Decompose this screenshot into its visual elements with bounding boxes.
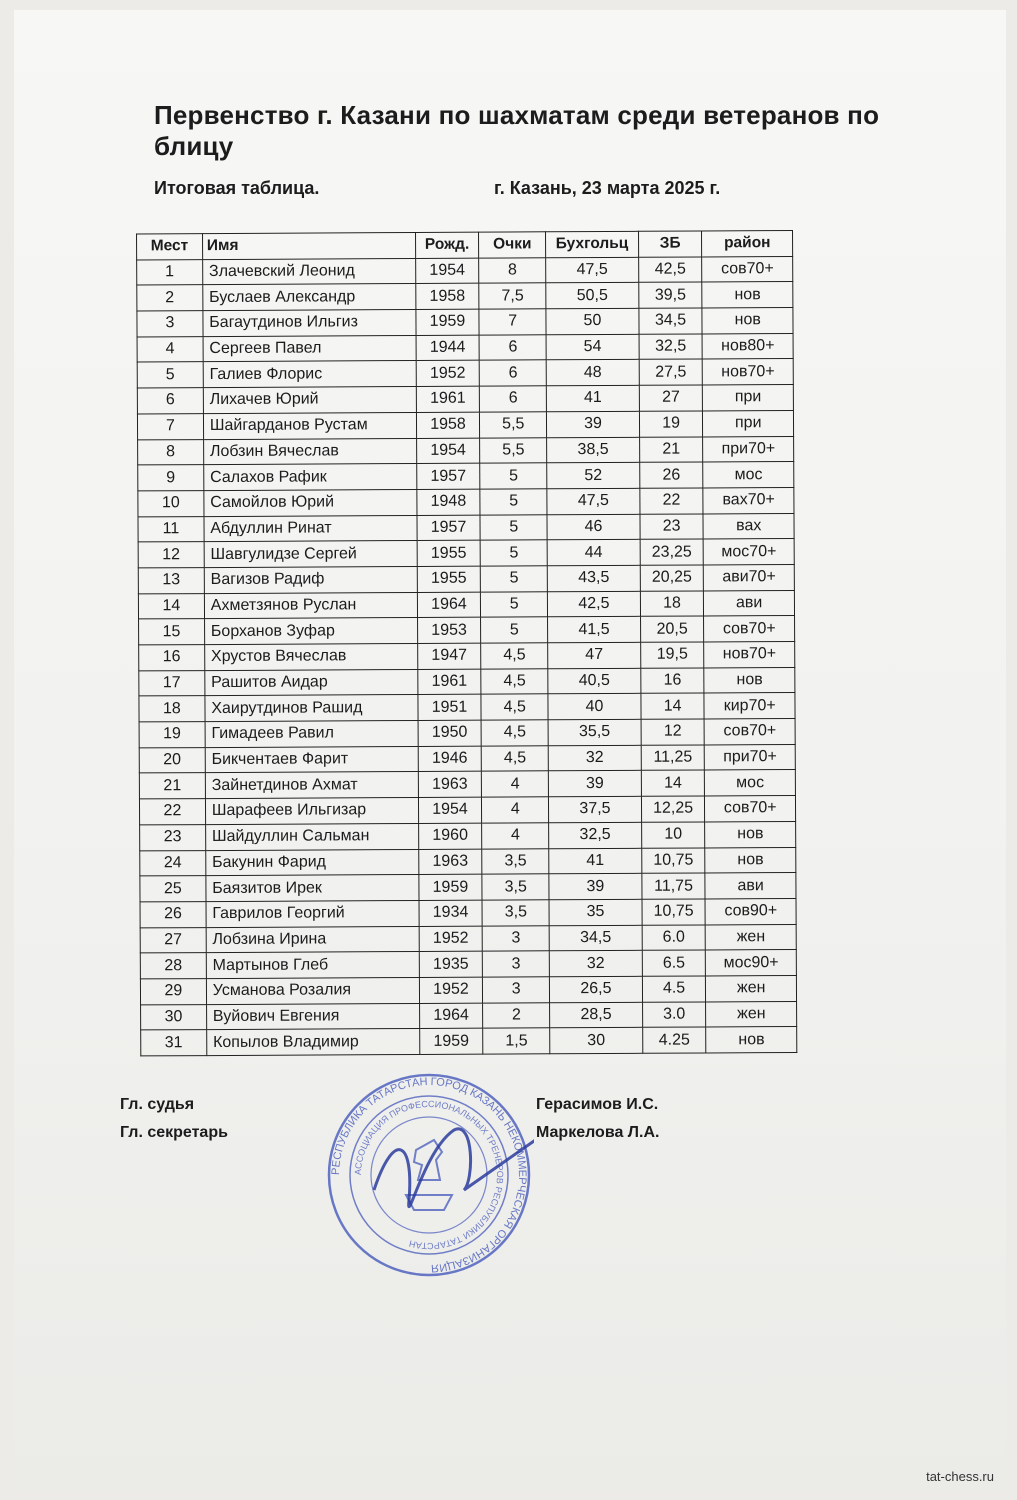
cell-sb: 3.0 xyxy=(642,1002,706,1028)
cell-district: нов xyxy=(702,282,793,308)
cell-district: сов70+ xyxy=(704,616,795,642)
cell-sb: 20,25 xyxy=(640,565,704,591)
cell-district: ави xyxy=(705,873,796,899)
cell-sb: 23 xyxy=(640,514,704,540)
cell-name: Гаврилов Георгий xyxy=(206,900,419,927)
cell-sb: 10 xyxy=(641,822,705,848)
cell-points: 8 xyxy=(479,257,546,283)
cell-points: 5 xyxy=(481,591,548,617)
cell-district: жен xyxy=(706,924,797,950)
table-body xyxy=(137,256,797,1056)
cell-name: Шавгулидзе Сергей xyxy=(204,541,417,568)
table-row xyxy=(138,539,794,568)
cell-sb: 34,5 xyxy=(639,308,703,334)
cell-points: 5 xyxy=(480,514,547,540)
table-row xyxy=(140,847,796,876)
table-row xyxy=(137,282,793,311)
table-row xyxy=(139,641,795,670)
header-name: Имя xyxy=(202,232,415,259)
table-row xyxy=(140,950,796,979)
cell-buchholz: 30 xyxy=(550,1028,643,1054)
cell-points: 3 xyxy=(482,925,549,951)
cell-place: 7 xyxy=(137,413,203,439)
cell-name: Вагизов Радиф xyxy=(204,566,417,593)
cell-place: 26 xyxy=(140,901,206,927)
cell-buchholz: 52 xyxy=(547,462,640,488)
cell-name: Сергеев Павел xyxy=(203,335,416,362)
cell-buchholz: 26,5 xyxy=(550,976,643,1002)
cell-place: 9 xyxy=(138,465,204,491)
cell-points: 3 xyxy=(483,951,550,977)
cell-place: 18 xyxy=(139,696,205,722)
cell-points: 3,5 xyxy=(482,848,549,874)
cell-points: 5,5 xyxy=(480,412,547,438)
cell-buchholz: 48 xyxy=(546,360,639,386)
cell-place: 4 xyxy=(137,336,203,362)
cell-buchholz: 47,5 xyxy=(547,488,640,514)
cell-place: 11 xyxy=(138,516,204,542)
cell-birth-year: 1958 xyxy=(416,412,480,438)
cell-sb: 12,25 xyxy=(641,796,705,822)
cell-place: 19 xyxy=(139,722,205,748)
cell-district: сов70+ xyxy=(705,719,796,745)
cell-points: 5 xyxy=(481,617,548,643)
cell-birth-year: 1954 xyxy=(415,258,479,284)
cell-district: мос90+ xyxy=(706,950,797,976)
cell-place: 27 xyxy=(140,927,206,953)
cell-buchholz: 44 xyxy=(547,540,640,566)
cell-name: Бакунин Фарид xyxy=(206,849,419,876)
cell-birth-year: 1952 xyxy=(419,926,483,952)
cell-buchholz: 39 xyxy=(549,873,642,899)
secretary-label: Гл. секретарь xyxy=(120,1124,228,1141)
cell-points: 5 xyxy=(481,566,548,592)
cell-buchholz: 43,5 xyxy=(547,565,640,591)
cell-buchholz: 40,5 xyxy=(548,668,641,694)
table-row xyxy=(140,873,796,902)
cell-district: жен xyxy=(706,975,797,1001)
cell-points: 4 xyxy=(482,771,549,797)
cell-district: нов xyxy=(705,847,796,873)
table-row xyxy=(140,975,796,1004)
cell-name: Баязитов Ирек xyxy=(206,875,419,902)
cell-name: Зайнетдинов Ахмат xyxy=(205,772,418,799)
cell-district: мос70+ xyxy=(704,539,795,565)
cell-birth-year: 1947 xyxy=(417,643,481,669)
cell-name: Галиев Флорис xyxy=(203,361,416,388)
cell-name: Мартынов Глеб xyxy=(206,952,419,979)
site-watermark: tat-chess.ru xyxy=(926,1469,994,1484)
cell-district: при xyxy=(703,385,794,411)
cell-place: 31 xyxy=(141,1030,207,1056)
secretary-name: Маркелова Л.А. xyxy=(536,1124,660,1141)
cell-buchholz: 41 xyxy=(549,848,642,874)
cell-birth-year: 1957 xyxy=(417,515,481,541)
place-date: г. Казань, 23 марта 2025 г. xyxy=(494,178,721,198)
cell-points: 4 xyxy=(482,823,549,849)
cell-birth-year: 1946 xyxy=(418,746,482,772)
cell-sb: 4.5 xyxy=(642,976,706,1002)
cell-buchholz: 32 xyxy=(548,745,641,771)
cell-buchholz: 47,5 xyxy=(546,257,639,283)
table-row xyxy=(138,487,794,516)
header-points: Очки xyxy=(479,232,546,258)
cell-sb: 6.5 xyxy=(642,950,706,976)
cell-buchholz: 41,5 xyxy=(548,617,641,643)
cell-points: 4,5 xyxy=(481,668,548,694)
cell-place: 15 xyxy=(139,619,205,645)
cell-name: Рашитов Аидар xyxy=(205,669,418,696)
cell-sb: 27 xyxy=(639,385,703,411)
cell-points: 4,5 xyxy=(481,694,548,720)
cell-birth-year: 1955 xyxy=(417,566,481,592)
cell-birth-year: 1954 xyxy=(416,438,480,464)
cell-place: 1 xyxy=(137,259,203,285)
cell-sb: 18 xyxy=(640,591,704,617)
cell-district: сов70+ xyxy=(702,256,793,282)
cell-district: нов70+ xyxy=(703,359,794,385)
table-row xyxy=(138,436,794,465)
cell-name: Бикчентаев Фарит xyxy=(205,746,418,773)
cell-buchholz: 47 xyxy=(548,642,641,668)
organization-stamp xyxy=(324,1070,534,1280)
cell-name: Злачевский Леонид xyxy=(202,258,415,285)
cell-name: Лихачев Юрий xyxy=(203,387,416,414)
cell-buchholz: 41 xyxy=(547,385,640,411)
cell-sb: 19,5 xyxy=(640,642,704,668)
cell-birth-year: 1953 xyxy=(417,617,481,643)
cell-birth-year: 1954 xyxy=(418,797,482,823)
cell-points: 5,5 xyxy=(480,437,547,463)
cell-sb: 11,25 xyxy=(641,745,705,771)
cell-birth-year: 1963 xyxy=(418,772,482,798)
cell-points: 5 xyxy=(480,463,547,489)
cell-birth-year: 1948 xyxy=(416,489,480,515)
svg-text:АССОЦИАЦИЯ ПРОФЕССИОНАЛЬНЫХ ТР xyxy=(353,1099,505,1251)
cell-birth-year: 1964 xyxy=(419,1003,483,1029)
cell-buchholz: 38,5 xyxy=(547,437,640,463)
cell-place: 24 xyxy=(140,850,206,876)
cell-sb: 14 xyxy=(641,693,705,719)
cell-sb: 12 xyxy=(641,719,705,745)
cell-district: жен xyxy=(706,1001,797,1027)
cell-place: 25 xyxy=(140,876,206,902)
cell-sb: 39,5 xyxy=(638,282,702,308)
cell-district: мос xyxy=(705,770,796,796)
cell-district: ави xyxy=(704,590,795,616)
cell-buchholz: 50 xyxy=(546,308,639,334)
table-row xyxy=(137,410,793,439)
table-row xyxy=(140,924,796,953)
cell-name: Салахов Рафик xyxy=(204,464,417,491)
cell-buchholz: 35 xyxy=(549,899,642,925)
cell-name: Хаирутдинов Рашид xyxy=(205,695,418,722)
cell-birth-year: 1958 xyxy=(415,284,479,310)
cell-district: при70+ xyxy=(703,436,794,462)
cell-buchholz: 42,5 xyxy=(548,591,641,617)
cell-name: Абдуллин Ринат xyxy=(204,515,417,542)
header-sb: ЗБ xyxy=(638,231,702,257)
cell-place: 14 xyxy=(138,593,204,619)
cell-place: 3 xyxy=(137,311,203,337)
cell-name: Хрустов Вячеслав xyxy=(204,643,417,670)
cell-birth-year: 1951 xyxy=(418,695,482,721)
table-row xyxy=(138,590,794,619)
header-place: Мест xyxy=(137,234,203,260)
cell-place: 5 xyxy=(137,362,203,388)
stamp-inner-text: АССОЦИАЦИЯ ПРОФЕССИОНАЛЬНЫХ ТРЕНЕРОВ РЕСПУБЛИКИ ТАТАРСТАН xyxy=(352,1098,506,1252)
cell-buchholz: 39 xyxy=(547,411,640,437)
cell-district: сов70+ xyxy=(705,796,796,822)
cell-place: 10 xyxy=(138,490,204,516)
header-buchholz: Бухгольц xyxy=(546,231,639,257)
cell-sb: 10,75 xyxy=(641,847,705,873)
cell-points: 5 xyxy=(480,540,547,566)
cell-place: 23 xyxy=(140,824,206,850)
cell-points: 2 xyxy=(483,1002,550,1028)
results-table xyxy=(136,230,797,1056)
cell-name: Лобзин Вячеслав xyxy=(203,438,416,465)
cell-place: 12 xyxy=(138,542,204,568)
cell-sb: 42,5 xyxy=(638,257,702,283)
table-row xyxy=(139,744,795,773)
cell-birth-year: 1944 xyxy=(416,335,480,361)
cell-district: нов xyxy=(704,667,795,693)
cell-name: Шайгарданов Рустам xyxy=(203,412,416,439)
document-sheet xyxy=(14,10,1006,1490)
table-header-row xyxy=(137,231,793,260)
cell-points: 4,5 xyxy=(482,746,549,772)
stamp-outer-text: РЕСПУБЛИКА ТАТАРСТАН ГОРОД КАЗАНЬ НЕКОММЕРЧЕСКАЯ ОРГАНИЗАЦИЯ xyxy=(329,1075,529,1275)
table-row xyxy=(141,1001,797,1030)
table-row xyxy=(139,616,795,645)
table-row xyxy=(137,256,793,285)
table-row xyxy=(140,898,796,927)
table-row xyxy=(137,308,793,337)
cell-name: Багаутдинов Ильгиз xyxy=(203,310,416,337)
cell-name: Буслаев Александр xyxy=(203,284,416,311)
table-row xyxy=(137,333,793,362)
cell-district: сов90+ xyxy=(705,898,796,924)
table-row xyxy=(137,385,793,414)
cell-place: 28 xyxy=(140,953,206,979)
header-district: район xyxy=(702,231,793,257)
cell-place: 21 xyxy=(139,773,205,799)
cell-birth-year: 1960 xyxy=(418,823,482,849)
cell-district: мос xyxy=(703,462,794,488)
cell-sb: 11,75 xyxy=(642,873,706,899)
cell-district: кир70+ xyxy=(704,693,795,719)
cell-name: Усманова Розалия xyxy=(206,977,419,1004)
table-row xyxy=(141,1027,797,1056)
cell-points: 6 xyxy=(480,360,547,386)
cell-birth-year: 1952 xyxy=(419,977,483,1003)
cell-sb: 19 xyxy=(639,411,703,437)
cell-birth-year: 1950 xyxy=(418,720,482,746)
cell-name: Лобзина Ирина xyxy=(206,926,419,953)
cell-name: Самойлов Юрий xyxy=(204,489,417,516)
cell-birth-year: 1961 xyxy=(416,386,480,412)
cell-sb: 23,25 xyxy=(640,539,704,565)
cell-sb: 26 xyxy=(639,462,703,488)
cell-buchholz: 54 xyxy=(546,334,639,360)
cell-district: вах70+ xyxy=(703,487,794,513)
cell-district: нов70+ xyxy=(704,641,795,667)
cell-sb: 14 xyxy=(641,770,705,796)
cell-birth-year: 1955 xyxy=(417,540,481,566)
cell-points: 7,5 xyxy=(479,283,546,309)
cell-district: нов xyxy=(702,308,793,334)
table-row xyxy=(139,693,795,722)
cell-sb: 10,75 xyxy=(642,899,706,925)
cell-birth-year: 1959 xyxy=(419,1028,483,1054)
cell-birth-year: 1952 xyxy=(416,361,480,387)
cell-buchholz: 39 xyxy=(549,771,642,797)
cell-place: 20 xyxy=(139,747,205,773)
cell-sb: 27,5 xyxy=(639,359,703,385)
cell-name: Борханов Зуфар xyxy=(204,618,417,645)
cell-sb: 22 xyxy=(640,488,704,514)
cell-buchholz: 32,5 xyxy=(549,822,642,848)
document-title: Первенство г. Казани по шахматам среди ветеранов по блицу xyxy=(154,100,880,161)
table-row xyxy=(139,667,795,696)
cell-points: 3,5 xyxy=(482,900,549,926)
cell-points: 5 xyxy=(480,489,547,515)
cell-buchholz: 46 xyxy=(547,514,640,540)
cell-points: 3,5 xyxy=(482,874,549,900)
judge-name: Герасимов И.С. xyxy=(536,1096,659,1113)
cell-points: 3 xyxy=(483,977,550,1003)
cell-place: 17 xyxy=(139,670,205,696)
cell-birth-year: 1934 xyxy=(419,900,483,926)
header-birth-year: Рожд. xyxy=(415,232,479,258)
cell-sb: 16 xyxy=(641,668,705,694)
cell-name: Копылов Владимир xyxy=(206,1029,419,1056)
cell-buchholz: 34,5 xyxy=(549,925,642,951)
cell-points: 4 xyxy=(482,797,549,823)
cell-name: Гимадеев Равил xyxy=(205,721,418,748)
cell-place: 22 xyxy=(139,799,205,825)
cell-district: при xyxy=(703,410,794,436)
cell-buchholz: 37,5 xyxy=(549,796,642,822)
table-row xyxy=(140,821,796,850)
cell-name: Шайдуллин Сальман xyxy=(205,823,418,850)
cell-buchholz: 35,5 xyxy=(548,719,641,745)
cell-sb: 4.25 xyxy=(642,1027,706,1053)
cell-buchholz: 32 xyxy=(549,951,642,977)
table-row xyxy=(139,719,795,748)
cell-points: 6 xyxy=(480,386,547,412)
table-row xyxy=(139,770,795,799)
cell-points: 4,5 xyxy=(481,643,548,669)
cell-district: нов xyxy=(706,1027,797,1053)
cell-place: 8 xyxy=(138,439,204,465)
cell-sb: 32,5 xyxy=(639,334,703,360)
cell-place: 16 xyxy=(139,645,205,671)
cell-name: Ахметзянов Руслан xyxy=(204,592,417,619)
cell-birth-year: 1959 xyxy=(416,309,480,335)
cell-buchholz: 50,5 xyxy=(546,283,639,309)
cell-buchholz: 28,5 xyxy=(550,1002,643,1028)
cell-birth-year: 1959 xyxy=(418,874,482,900)
cell-birth-year: 1961 xyxy=(417,669,481,695)
judge-label: Гл. судья xyxy=(120,1096,195,1113)
table-row xyxy=(138,564,794,593)
table-row xyxy=(137,359,793,388)
cell-place: 30 xyxy=(141,1004,207,1030)
table-caption: Итоговая таблица. xyxy=(154,178,320,198)
cell-points: 4,5 xyxy=(481,720,548,746)
table-row xyxy=(138,513,794,542)
cell-points: 7 xyxy=(479,309,546,335)
cell-district: при70+ xyxy=(705,744,796,770)
cell-place: 13 xyxy=(138,568,204,594)
cell-district: нов80+ xyxy=(702,333,793,359)
table-row xyxy=(139,796,795,825)
cell-place: 6 xyxy=(137,388,203,414)
cell-place: 2 xyxy=(137,285,203,311)
cell-district: нов xyxy=(705,821,796,847)
cell-birth-year: 1935 xyxy=(419,951,483,977)
cell-district: вах xyxy=(703,513,794,539)
cell-buchholz: 40 xyxy=(548,694,641,720)
cell-district: ави70+ xyxy=(704,564,795,590)
cell-sb: 21 xyxy=(639,436,703,462)
table-row xyxy=(138,462,794,491)
cell-points: 1,5 xyxy=(483,1028,550,1054)
cell-name: Шарафеев Ильгизар xyxy=(205,798,418,825)
cell-place: 29 xyxy=(140,979,206,1005)
cell-birth-year: 1957 xyxy=(416,463,480,489)
cell-sb: 6.0 xyxy=(642,925,706,951)
cell-birth-year: 1964 xyxy=(417,592,481,618)
cell-sb: 20,5 xyxy=(640,616,704,642)
cell-birth-year: 1963 xyxy=(418,849,482,875)
cell-name: Вуйович Евгения xyxy=(206,1003,419,1030)
cell-points: 6 xyxy=(479,335,546,361)
